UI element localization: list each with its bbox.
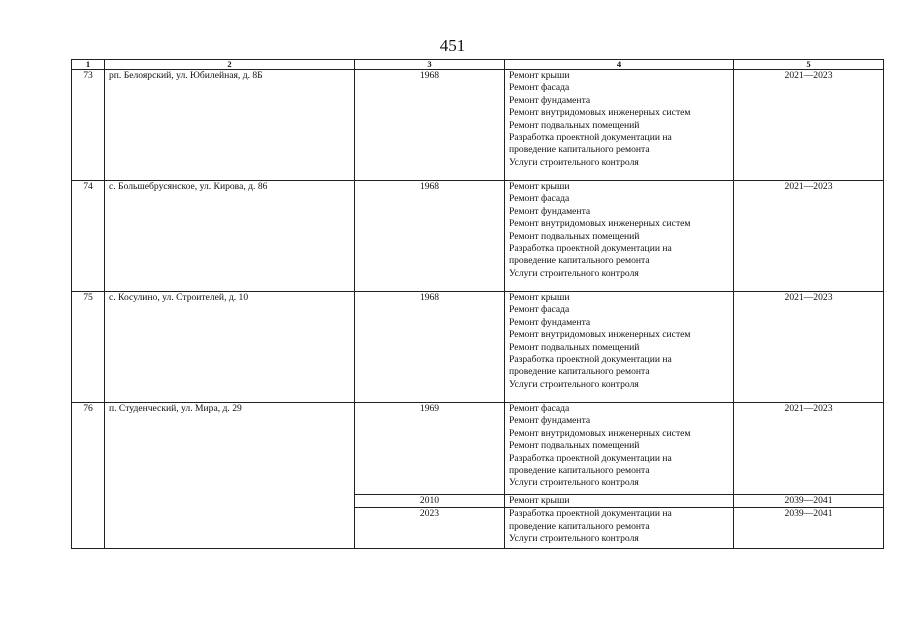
work-item: Ремонт подвальных помещений — [509, 341, 640, 353]
work-item: Ремонт фасада — [509, 82, 570, 94]
work-item: Ремонт внутридомовых инженерных систем — [509, 427, 691, 439]
address-cell: с. Косулино, ул. Строителей, д. 10 — [105, 292, 355, 403]
works-cell — [505, 70, 734, 181]
work-item: Ремонт крыши — [509, 495, 570, 506]
year-cell: 1968 — [355, 70, 505, 181]
work-item: проведение капитального ремонта — [509, 366, 650, 378]
work-item: Ремонт фасада — [509, 304, 570, 316]
work-item: Разработка проектной документации на — [509, 508, 672, 520]
year-cell: 1969 — [355, 403, 505, 495]
work-item: проведение капитального ремонта — [509, 465, 650, 477]
work-item: Ремонт подвальных помещений — [509, 230, 640, 242]
work-item: Ремонт крыши — [509, 70, 570, 81]
address-cell: с. Большебрусянское, ул. Кирова, д. 86 — [105, 181, 355, 292]
row-number: 76 — [72, 403, 105, 549]
page-number: 451 — [439, 36, 466, 55]
work-item: Услуги строительного контроля — [509, 156, 639, 168]
work-item: Услуги строительного контроля — [509, 533, 639, 545]
works-cell — [505, 495, 734, 508]
work-item: Ремонт фундамента — [509, 415, 591, 427]
work-item: Ремонт подвальных помещений — [509, 440, 640, 452]
work-item: Ремонт крыши — [509, 181, 570, 192]
work-item: Ремонт крыши — [509, 292, 570, 303]
work-item: Ремонт фасада — [509, 193, 570, 205]
column-header-5: 5 — [734, 60, 884, 70]
work-item: Ремонт фундамента — [509, 316, 591, 328]
column-header-1: 1 — [72, 60, 105, 70]
work-item: Ремонт внутридомовых инженерных систем — [509, 218, 691, 230]
period-cell: 2021—2023 — [734, 292, 884, 403]
work-item: Ремонт внутридомовых инженерных систем — [509, 329, 691, 341]
work-item: Разработка проектной документации на — [509, 243, 672, 255]
work-item: Ремонт фундамента — [509, 205, 591, 217]
work-item: Услуги строительного контроля — [509, 477, 639, 489]
year-cell: 1968 — [355, 181, 505, 292]
table-row — [72, 70, 884, 181]
row-number: 75 — [72, 292, 105, 403]
work-item: проведение капитального ремонта — [509, 255, 650, 267]
work-item: Разработка проектной документации на — [509, 452, 672, 464]
column-header-3: 3 — [355, 60, 505, 70]
works-cell — [505, 508, 734, 549]
work-item: Разработка проектной документации на — [509, 354, 672, 366]
year-cell: 1968 — [355, 292, 505, 403]
table-row — [72, 403, 884, 495]
works-cell — [505, 292, 734, 403]
work-item: проведение капитального ремонта — [509, 144, 650, 156]
works-cell — [505, 403, 734, 495]
period-cell: 2021—2023 — [734, 403, 884, 495]
column-header-4: 4 — [505, 60, 734, 70]
address-cell: п. Студенческий, ул. Мира, д. 29 — [105, 403, 355, 549]
year-cell: 2010 — [355, 495, 505, 508]
work-item: Ремонт фасада — [509, 403, 570, 414]
column-number-row — [72, 60, 884, 70]
works-cell — [505, 181, 734, 292]
work-item: Ремонт подвальных помещений — [509, 119, 640, 131]
work-item: Ремонт внутридомовых инженерных систем — [509, 107, 691, 119]
row-number: 74 — [72, 181, 105, 292]
period-cell: 2021—2023 — [734, 70, 884, 181]
work-item: Услуги строительного контроля — [509, 378, 639, 390]
row-number: 73 — [72, 70, 105, 181]
period-cell: 2039—2041 — [734, 508, 884, 549]
column-header-2: 2 — [105, 60, 355, 70]
table-row — [72, 292, 884, 403]
work-item: Разработка проектной документации на — [509, 132, 672, 144]
work-item: Услуги строительного контроля — [509, 267, 639, 279]
work-item: проведение капитального ремонта — [509, 520, 650, 532]
period-cell: 2039—2041 — [734, 495, 884, 508]
address-cell: рп. Белоярский, ул. Юбилейная, д. 8Б — [105, 70, 355, 181]
capital-repair-table — [71, 59, 884, 549]
period-cell: 2021—2023 — [734, 181, 884, 292]
table-row — [72, 181, 884, 292]
work-item: Ремонт фундамента — [509, 94, 591, 106]
year-cell: 2023 — [355, 508, 505, 549]
